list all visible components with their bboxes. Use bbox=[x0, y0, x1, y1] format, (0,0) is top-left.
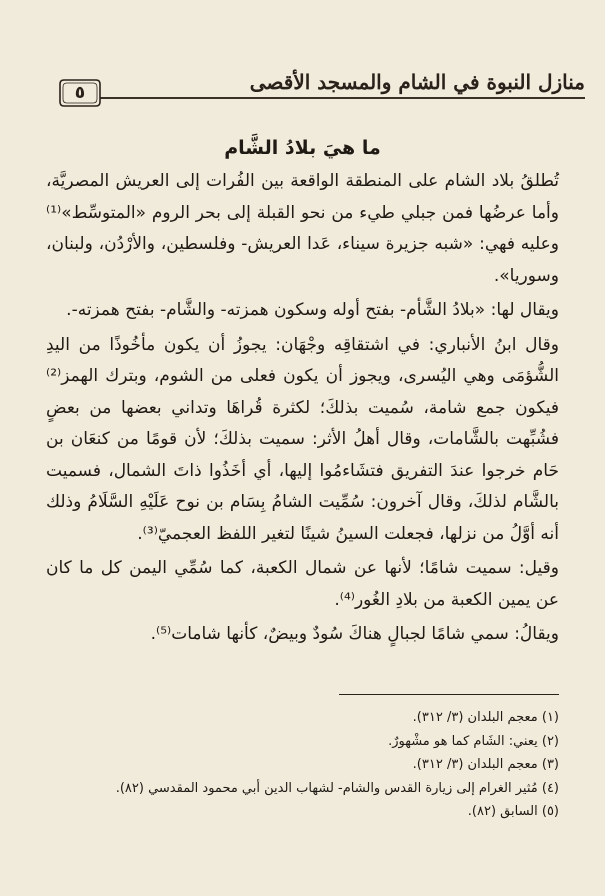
section-title: ما هيَ بلادُ الشَّام bbox=[224, 137, 381, 159]
footnote: (١) معجم البلدان (٣/ ٣١٢). bbox=[412, 710, 559, 725]
header-rule-bottom bbox=[98, 97, 585, 99]
paragraph: تُطلقُ بلاد الشام على المنطقة الواقعة بين الفُرات إلى العريش المصريَّة، وأما عرضُها فمن جبلي طيء من نحو القبلة إلى بحر الروم «المتوسِّط»⁽¹⁾ وعليه فهي: «شبه جزيرة سيناء، عَدا العريش- وفلسطين، والأرْدُن، ولبنان، وسوريا». bbox=[46, 171, 559, 286]
footnote: (٢) يعني: الشَام كما هو مشْهورٌ. bbox=[388, 733, 559, 749]
paragraph: ويقال لها: «بلادُ الشَّأم- بفتح أوله وسكون همزته- والشَّام- بفتح همزته-. bbox=[66, 300, 559, 320]
paragraph: وقال ابنُ الأنباري: في اشتقاقِه وجْهَان: يجوزُ أن يكون مأخُوذًا من اليدِ الشُّؤمَى وهي اليُسرى، ويجوز أن يكون فعلى من الشوم، وبترك الهمز⁽²⁾ فيكون جمع شامة، سُميت بذلكَ؛ لكثرة قُراهَا وتداني بعضها من بعضٍ فشُبِّهت بالشَّامات، وقال أهلُ الأثر: سميت بذلكَ؛ لأن قومًا من كنعَان بن حَام خرجوا عندَ التفريق فتشَاءمُوا إليها، أي أخَذُوا ذاتَ الشمال، فسميت بالشَّام لذلكَ، وقال آخرون: سُمِّيت الشامُ بِسَام بن نوح عَلَيْهِ السَّلَامُ وذلك أنه أوَّلُ من نزلها، فجعلت السينُ شينًا لتغير اللفظ العجميّ⁽³⁾. bbox=[46, 334, 559, 544]
page-number: ٥ bbox=[74, 83, 86, 103]
header-title: منازل النبوة في الشام والمسجد الأقصى bbox=[77, 70, 585, 94]
footnotes bbox=[46, 706, 559, 824]
footnote: (٣) معجم البلدان (٣/ ٣١٢). bbox=[412, 757, 559, 772]
footnote: (٤) مُثير الغرام إلى زيارة القدس والشام- لشهاب الدين أبي محمود المقدسي (٨٢). bbox=[115, 780, 559, 796]
paragraph: ويقالُ: سمي شامًا لجبالٍ هناكَ سُودٌ وبيضٌ، كأنها شامات⁽⁵⁾. bbox=[150, 624, 559, 644]
footnote: (٥) السابق (٨٢). bbox=[467, 804, 559, 819]
main-text bbox=[46, 132, 559, 654]
page-number-frame bbox=[58, 78, 102, 108]
footnote-separator bbox=[339, 694, 559, 695]
running-header bbox=[58, 70, 585, 120]
paragraph: وقيل: سميت شامًا؛ لأنها عن شمال الكعبة، كما سُمِّي اليمن كل ما كان عن يمين الكعبة من بلادِ الغُور⁽⁴⁾. bbox=[46, 558, 559, 610]
